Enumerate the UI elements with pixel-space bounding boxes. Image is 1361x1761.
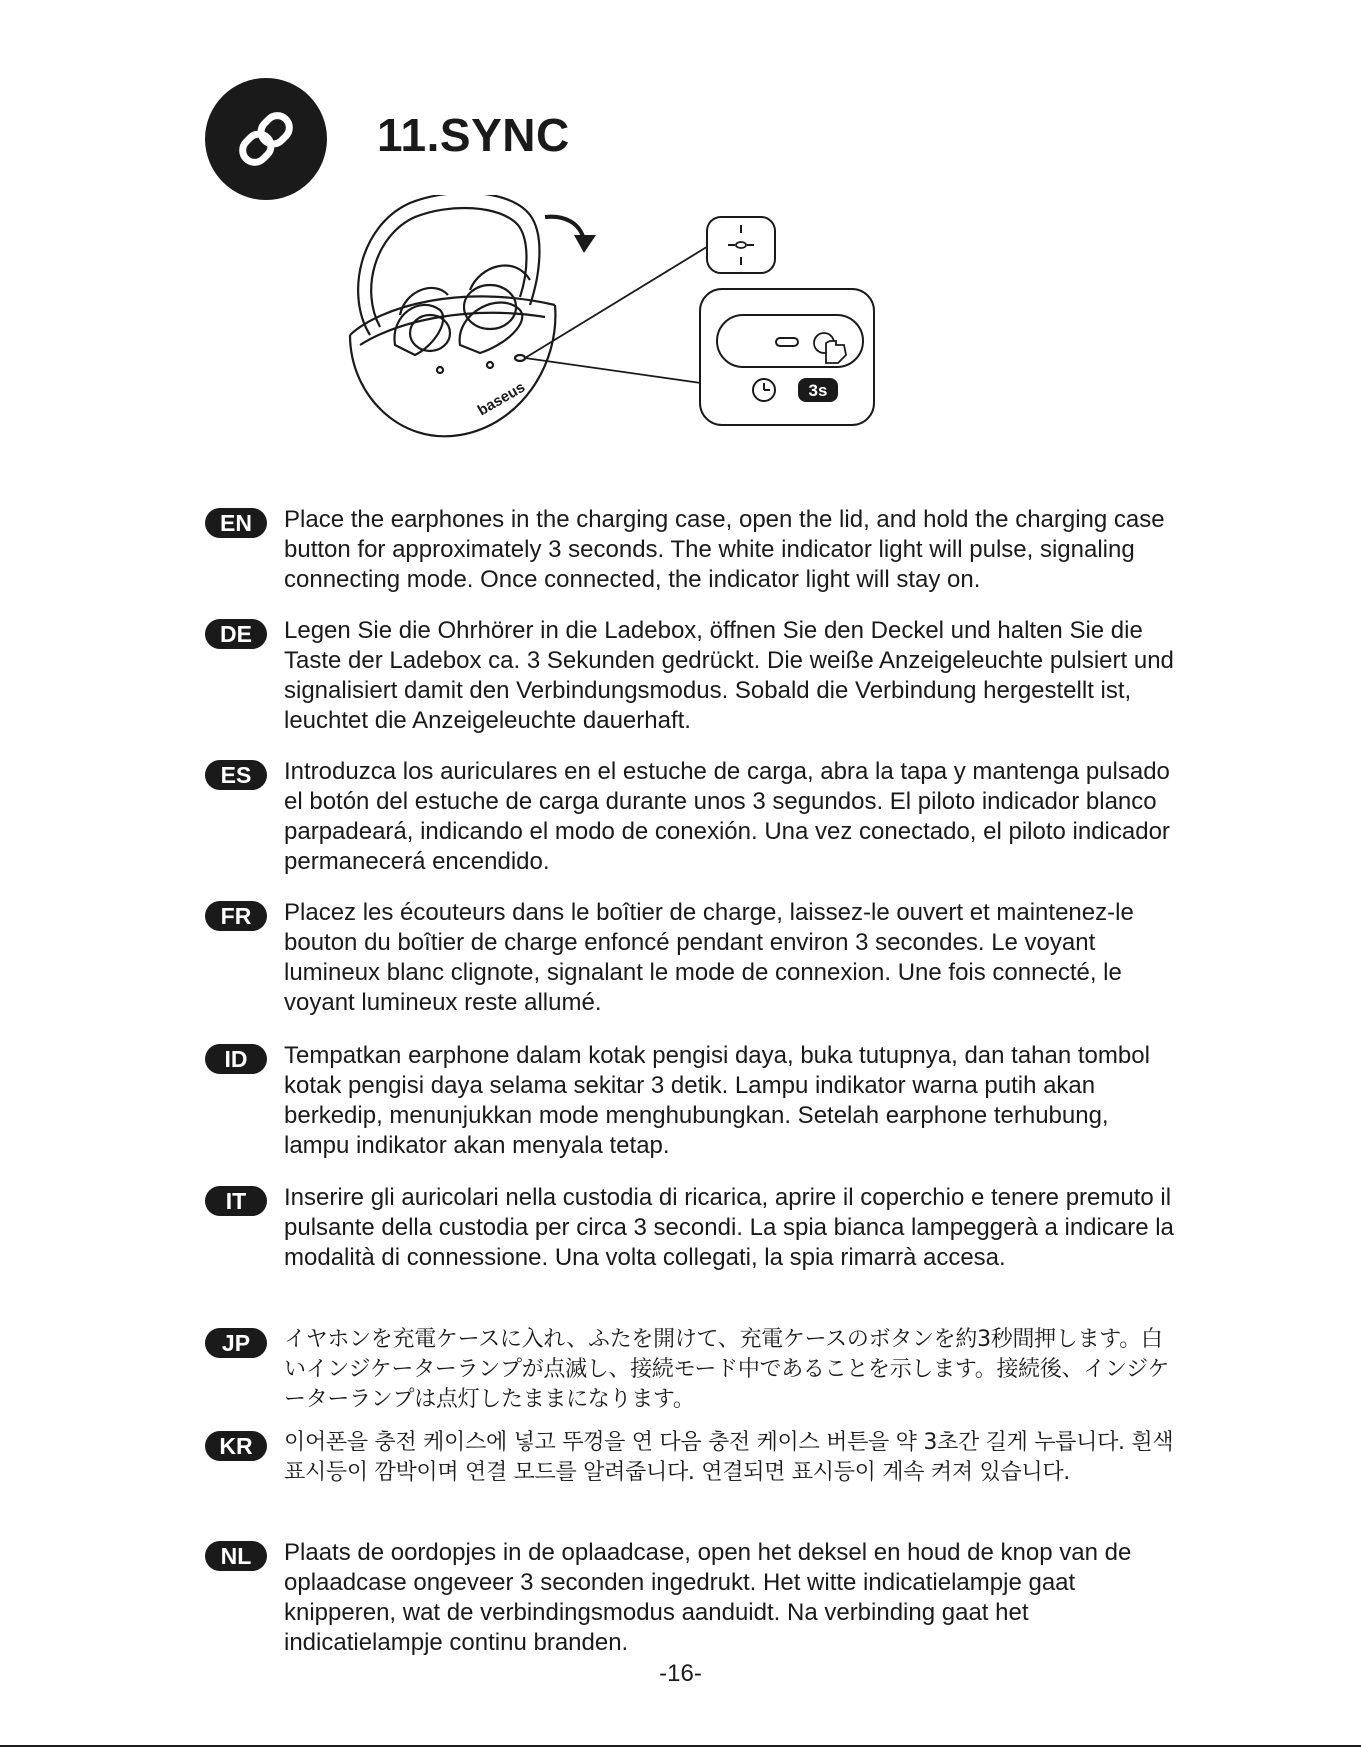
link-icon [205, 78, 327, 200]
page-number: -16- [659, 1660, 702, 1687]
instruction-text-fr: Placez les écouteurs dans le boîtier de charge, laissez-le ouvert et maintenez-le bouton du boîtier de charge enfoncé pendant environ 3 secondes. Le voyant lumineux blanc clignote, signalant le mode de connexion. Une fois connecté, le voyant lumineux reste allumé. [284, 899, 1134, 1016]
instruction-text-kr: 이어폰을 충전 케이스에 넣고 뚜껑을 연 다음 충전 케이스 버튼을 약 3초간 길게 누릅니다. 흰색 표시등이 깜박이며 연결 모드를 알려줍니다. 연결되면 표시등이 계속 켜져 있습니다. [284, 1430, 1174, 1485]
instruction-text-id: Tempatkan earphone dalam kotak pengisi daya, buka tutupnya, dan tahan tombol kotak pengisi daya selama sekitar 3 detik. Lampu indikator warna putih akan berkedip, menunjukkan mode menghubungkan. Setelah earphone terhubung, lampu indikator akan menyala tetap. [284, 1042, 1150, 1159]
lang-badge-it: IT [205, 1186, 267, 1216]
charging-case-icon [350, 195, 555, 436]
instruction-text-nl: Plaats de oordopjes in de oplaadcase, open het deksel en houd de knop van de oplaadcase ongeveer 3 seconden ingedrukt. Het witte indicatielampje gaat knipperen, wat de verbindingsmodus aanduidt. Na verbinding gaat het indicatielampje continu branden. [284, 1539, 1132, 1656]
lang-badge-en: EN [205, 508, 267, 538]
rotate-arrow-icon [545, 217, 596, 253]
case-brand-label: baseus [474, 378, 529, 420]
lang-badge-fr: FR [205, 901, 267, 931]
hold-duration-label: 3s [808, 381, 828, 400]
instruction-text-jp: イヤホンを充電ケースに入れ、ふたを開けて、充電ケースのボタンを約3秒間押します。白いインジケーターランプが点滅し、接続モード中であることを示します。接続後、インジケーターランプは点灯したままになります。 [284, 1327, 1170, 1412]
instruction-text-en: Place the earphones in the charging case, open the lid, and hold the charging case button for approximately 3 seconds. The white indicator light will pulse, signaling connecting mode. Once connected, the indicator light will stay on. [284, 506, 1165, 593]
section-title: 11.SYNC [377, 109, 570, 161]
instruction-text-de: Legen Sie die Ohrhörer in die Ladebox, öffnen Sie den Deckel und halten Sie die Taste der Ladebox ca. 3 Sekunden gedrückt. Die weiße Anzeigeleuchte pulsiert und signalisiert damit den Verbindungsmodus. Sobald die Verbindung hergestellt ist, leuchtet die Anzeigeleuchte dauerhaft. [284, 617, 1174, 734]
lang-badge-es: ES [205, 760, 267, 790]
lang-badge-jp: JP [205, 1328, 267, 1358]
instruction-text-it: Inserire gli auricolari nella custodia di ricarica, aprire il coperchio e tenere premuto il pulsante della custodia per circa 3 secondi. La spia bianca lampeggerà a indicare la modalità di connessione. Una volta collegati, la spia rimarrà accesa. [284, 1184, 1174, 1271]
instruction-text-es: Introduzca los auriculares en el estuche de carga, abra la tapa y mantenga pulsado el botón del estuche de carga durante unos 3 segundos. El piloto indicador blanco parpadeará, indicando el modo de conexión. Una vez conectado, el piloto indicador permanecerá encendido. [284, 758, 1170, 875]
indicator-light-icon [707, 217, 775, 273]
bottom-divider [0, 1745, 1361, 1747]
lang-badge-nl: NL [205, 1541, 267, 1571]
lang-badge-id: ID [205, 1044, 267, 1074]
sync-illustration [340, 195, 1030, 495]
lang-badge-de: DE [205, 619, 267, 649]
lang-badge-kr: KR [205, 1431, 267, 1461]
